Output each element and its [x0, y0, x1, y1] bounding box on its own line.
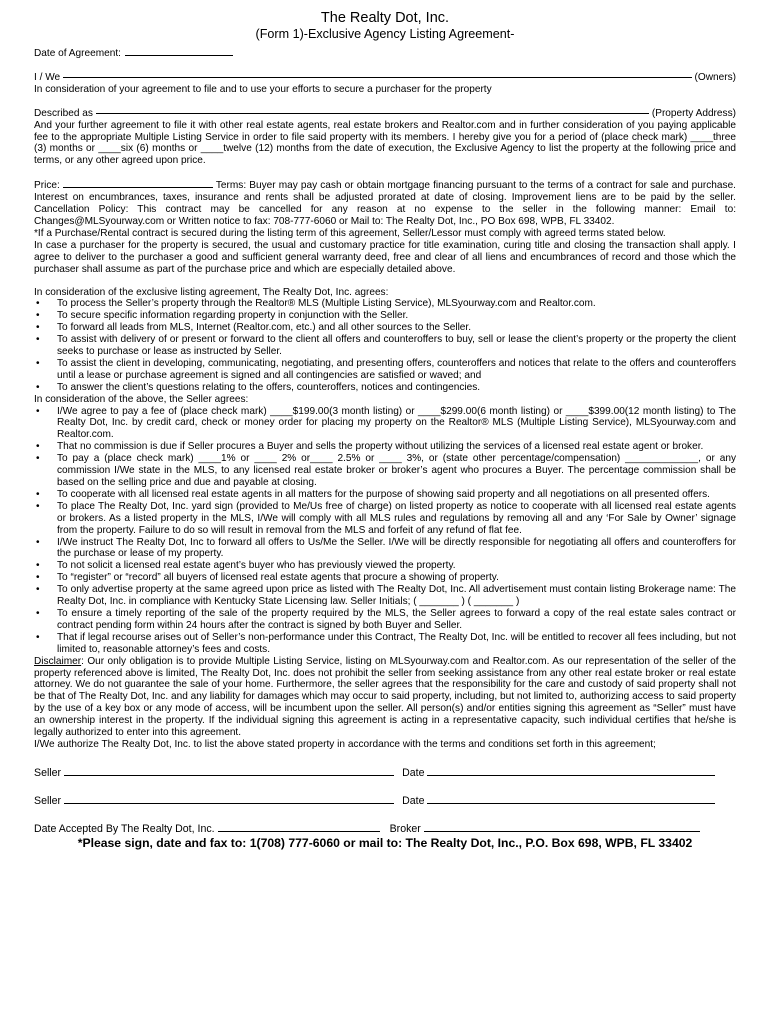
seller-date-field-2[interactable]: [427, 794, 715, 804]
list-item: • To forward all leads from MLS, Internet (Realtor.com, etc.) and all other sources to the Seller.: [34, 322, 736, 334]
list-item: • That no commission is due if Seller procures a Buyer and sells the property without utilizing the services of a licensed real estate agent or broker.: [34, 441, 736, 453]
agency-agrees-list: [34, 298, 736, 393]
owners-label: I / We: [34, 71, 61, 83]
agreement-date-label: Date of Agreement:: [34, 48, 121, 59]
property-address-suffix: (Property Address): [651, 107, 736, 119]
owners-suffix: (Owners): [694, 71, 736, 83]
seller-agrees-list: [34, 406, 736, 656]
rental-note: *If a Purchase/Rental contract is secured during the listing term of this agreement, Seller/Lessor must comply with agreed terms stated below.: [34, 227, 666, 239]
authorization-text: I/We authorize The Realty Dot, Inc. to list the above stated property in accordance with the terms and conditions set forth in this agreement;: [34, 738, 656, 750]
agreement-date-row: [34, 46, 736, 60]
broker-label: Broker: [389, 822, 421, 835]
price-field[interactable]: [63, 178, 213, 188]
terms-text: Terms: Buyer may pay cash or obtain mortgage financing pursuant to the terms of a contract for sale and purchase. Interest on encumbrances, taxes, insurance and rents shall be adjusted prorated at date of closing. Improvement liens are to be paid by the seller. Cancellation Policy: This contract may be cancelled for any reason at no expense to the seller in the following manner: Email to: Changes@MLSyourway.com or Written notice to fax: 708-777-6060 or Mail to: The Realty Dot, Inc., PO Box 698, WPB, FL 33402.: [34, 180, 736, 227]
owners-field[interactable]: [63, 77, 691, 78]
date-label: Date: [402, 766, 425, 779]
list-item: • To pay a (place check mark) ____1% or ____ 2% or____ 2.5% or ____ 3%, or (state other percentage/compensation) _____________, or any commission I/We state in the MLS, to any licensed real estate broker or broker’s agent who procures a Buyer. The percentage commission shall be based on the selling price and due and payable at closing.: [34, 453, 736, 489]
broker-acceptance-row: [34, 822, 736, 835]
document-title: The Realty Dot, Inc.: [320, 10, 450, 26]
seller-signature-field-2[interactable]: [64, 794, 394, 804]
list-item: • To cooperate with all licensed real estate agents in all matters for the purpose of showing said property and all negotiations on all presented offers.: [34, 489, 736, 501]
list-item: • To secure specific information regarding property in conjunction with the Seller.: [34, 310, 736, 322]
property-address-row: [34, 108, 736, 120]
listing-term-paragraph: And your further agreement to file it with other real estate agents, real estate brokers and Realtor.com and in further consideration of you paying applicable fee to the appropriate Multiple Listing Service in order to file said property with its members. I hereby give you for a period of (place check mark) ____three (3) months or ____six (6) months or ____twelve (12) months from the date of execution, the Exclusive Agency to list the property at the following price and terms, or any other agreed upon price.: [34, 119, 736, 167]
list-item: • To assist the client in developing, communicating, negotiating, and presenting offers, counteroffers and notices that relate to the offers and counteroffers until a lease or purchase agreement is signed and all contingencies are satisfied or waved; and: [34, 358, 736, 382]
date-accepted-field[interactable]: [218, 822, 380, 832]
footer-instructions: *Please sign, date and fax to: 1(708) 777-6060 or mail to: The Realty Dot, Inc., P.O. Box 698, WPB, FL 33402: [77, 835, 693, 850]
broker-signature-field[interactable]: [424, 822, 700, 832]
price-label: Price:: [34, 180, 60, 192]
seller-signature-row-1: [34, 766, 736, 779]
seller-agrees-heading: In consideration of the above, the Seller agrees:: [34, 393, 249, 405]
seller-signature-field[interactable]: [64, 766, 394, 776]
property-address-field[interactable]: [96, 113, 649, 114]
seller-label: Seller: [34, 794, 62, 807]
closing-paragraph: In case a purchaser for the property is secured, the usual and customary practice for title examination, curing title and closing the transaction shall apply. I agree to deliver to the purchaser a good and sufficient general warranty deed, free and clear of all liens and encumbrances of record and those which the purchaser shall assume as part of the purchase price and which are especially detailed above.: [34, 239, 736, 275]
list-item: • To assist with delivery of or present or forward to the client all offers and counteroffers to buy, sell or lease the client’s property or the property the client seeks to purchase or lease as instructed by Seller.: [34, 334, 736, 358]
agency-agrees-heading: In consideration of the exclusive listing agreement, The Realty Dot, Inc. agrees:: [34, 286, 389, 298]
date-accepted-label: Date Accepted By The Realty Dot, Inc.: [34, 822, 215, 835]
consideration-text: In consideration of your agreement to file and to use your efforts to secure a purchaser for the property: [34, 83, 492, 95]
list-item: • I/We agree to pay a fee of (place check mark) ____$199.00(3 month listing) or ____$299.00(6 month listing) or ____$399.00(12 month listing) to The Realty Dot, Inc. by credit card, check or money order for placing my property on the Realtor® MLS (Multiple Listing Service), MLSyourway.com and Realtor.com.: [34, 406, 736, 442]
list-item: • To place The Realty Dot, Inc. yard sign (provided to Me/Us free of charge) on listed property as notice to cooperate with all licensed real estate agents or brokers. As a listed property in the MLS, I/We will comply with all MLS rules and regulations by removing all and any ‘For Sale by Owner’ signage from the property. Failure to do so will result in removal from the MLS and forfeit of any refund of flat fee.: [34, 501, 736, 537]
price-terms-paragraph: [34, 178, 736, 228]
agreement-date-field[interactable]: [125, 46, 233, 56]
document-subtitle: (Form 1)-Exclusive Agency Listing Agreement-: [255, 27, 515, 41]
seller-signature-row-2: [34, 794, 736, 807]
described-label: Described as: [34, 107, 93, 119]
list-item: • To answer the client’s questions relating to the offers, counteroffers, notices and contingencies.: [34, 382, 736, 394]
owners-row: [34, 72, 736, 84]
seller-date-field[interactable]: [427, 766, 715, 776]
date-label: Date: [402, 794, 425, 807]
list-item: • To only advertise property at the same agreed upon price as listed with The Realty Dot, Inc. All advertisement must contain listing Brokerage name: The Realty Dot, Inc. in compliance with Kentucky State Licensing law. Seller Initials; ( _______ ) ( _______ ): [34, 584, 736, 608]
disclaimer-label: Disclaimer: [34, 655, 82, 667]
list-item: • To ensure a timely reporting of the sale of the property required by the MLS, the Seller agrees to forward a copy of the real estate sales contract or contract pending form within 24 hours after the contract is signed by both Buyer and Seller.: [34, 608, 736, 632]
list-item: • To “register” or “record” all buyers of licensed real estate agents that procure a showing of property.: [34, 572, 736, 584]
list-item: • That if legal recourse arises out of Seller’s non-performance under this Contract, The Realty Dot, Inc. will be entitled to recover all fees including, but not limited to, reasonable attorney’s fees and costs.: [34, 632, 736, 656]
list-item: • To not solicit a licensed real estate agent’s buyer who has previously viewed the property.: [34, 560, 736, 572]
list-item: • To process the Seller’s property through the Realtor® MLS (Multiple Listing Service), MLSyourway.com and Realtor.com.: [34, 298, 736, 310]
disclaimer-text: : Our only obligation is to provide Multiple Listing Service, listing on MLSyourway.com and Realtor.com. As our representation of the seller of the property referenced above is limited, The Realty Dot, Inc. does not prohibit the seller from seeking assistance from any other real estate broker or real estate attorney. We do not guarantee the sale of your home. Furthermore, the seller agrees that the responsibility for the care and custody of said property shall not be that of The Realty Dot, Inc. and any liability for damages which may occur to said property, including, but not limited to, authorizing access to said property by the use of a key box or any mode of access, will be incumbent upon the seller. All person(s) and/or entities signing this agreement as “Seller” must have an ownership interest in the property. If the individual signing this agreement is acting in a representative capacity, such individual certifies that he/she is legally authorized to enter into this agreement.: [34, 655, 736, 739]
seller-label: Seller: [34, 766, 62, 779]
disclaimer-paragraph: [34, 656, 736, 739]
list-item: • I/We instruct The Realty Dot, Inc to forward all offers to Us/Me the Seller. I/We will be directly responsible for negotiating all offers and counteroffers for the purchase or lease of my property.: [34, 537, 736, 561]
